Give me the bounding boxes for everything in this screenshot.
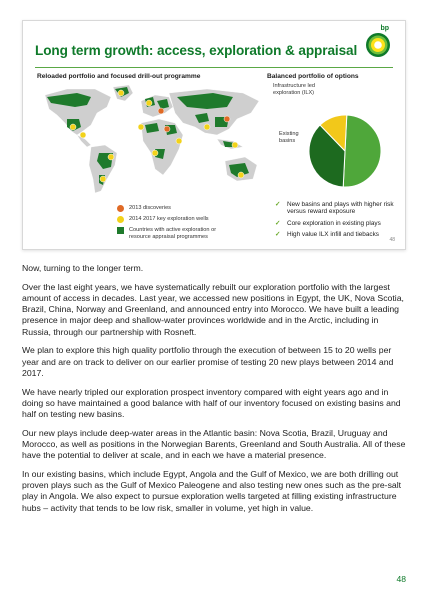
well-marker <box>146 100 152 106</box>
bullet-item <box>275 201 405 216</box>
bullet-list <box>275 201 405 243</box>
bp-logo-text: bp <box>380 25 389 32</box>
well-marker <box>80 132 86 138</box>
discovery-marker <box>158 108 164 114</box>
world-map <box>37 83 269 201</box>
well-marker <box>70 124 76 130</box>
pie-subtitle: Balanced portfolio of options <box>267 73 359 80</box>
pie-label-existing: Existing basins <box>279 131 299 144</box>
portfolio-pie-chart <box>283 107 393 195</box>
bullet-item <box>275 231 405 238</box>
well-marker <box>204 124 210 130</box>
well-marker <box>238 172 244 178</box>
title-divider <box>35 67 393 68</box>
pie-slice <box>343 115 381 187</box>
well-marker <box>232 142 238 148</box>
legend-label: Countries with active exploration or resource appraisal programmes <box>129 227 217 240</box>
transcript-body <box>22 263 406 521</box>
discovery-dot-icon <box>117 205 124 212</box>
well-dot-icon <box>117 216 124 223</box>
well-marker <box>108 154 114 160</box>
bullet-text: Core exploration in existing plays <box>287 219 381 227</box>
well-marker <box>118 90 124 96</box>
map-subtitle: Reloaded portfolio and focused drill-out programme <box>37 73 201 80</box>
country-square-icon <box>117 227 124 234</box>
paragraph: Over the last eight years, we have systematically rebuilt our exploration portfolio with the largest amount of access in decades. Last year, we accessed new positions in Egypt, the UK, Nova Scotia, Brazil, China, Norway and Greenland, and announced entry into Morocco. We have built a leading presence in major deep and shallow-water provinces worldwide and in the Arctic, including in Russia, through our partnership with Rosneft. <box>22 281 404 337</box>
check-icon: ✓ <box>275 201 281 208</box>
bullet-text: High value ILX infill and tiebacks <box>287 231 380 239</box>
slide-title: Long term growth: access, exploration & appraisal <box>35 43 358 58</box>
bullet-text: New basins and plays with higher risk versus reward exposure <box>287 201 394 216</box>
well-marker <box>100 176 106 182</box>
bp-helios-logo-icon <box>363 29 393 59</box>
legend-label: 2014 2017 key exploration wells <box>129 216 209 222</box>
presentation-slide <box>22 20 406 250</box>
well-marker <box>176 138 182 144</box>
check-icon: ✓ <box>275 219 281 227</box>
slide-number: 48 <box>389 237 395 243</box>
legend-label: 2013 discoveries <box>129 205 171 211</box>
well-marker <box>152 150 158 156</box>
paragraph: Our new plays include deep-water areas in the Atlantic basin: Nova Scotia, Brazil, Uruguay and Morocco, as well as positions in the Norwegian Barents, Greenland and South Australia. All of these have the potential to deliver at scale, and in each we have a material presence. <box>22 427 406 461</box>
discovery-marker <box>224 116 230 122</box>
map-legend <box>117 205 239 241</box>
check-icon: ✓ <box>275 231 281 239</box>
paragraph: We have nearly tripled our exploration prospect inventory compared with eight years ago and in doing so have maintained a good balance with half of our inventory focused on existing basins and half on testing new basins. <box>22 386 401 420</box>
paragraph: In our existing basins, which include Egypt, Angola and the Gulf of Mexico, we are both drilling out proven plays such as the Gulf of Mexico Paleogene and also testing new ones such as the pre-salt play in Angola. We also expect to pursue exploration wells targeted at filling existing infrastructure hubs – activity that tends to be low risk, smaller in volume, yet high in value. <box>22 469 402 513</box>
discovery-marker <box>164 126 170 132</box>
legend-item <box>117 205 239 216</box>
bullet-item <box>275 220 405 227</box>
paragraph: We plan to explore this high quality portfolio through the execution of between 15 to 20 wells per year and are on track to deliver on our earlier promise of testing 20 new plays between 2014 and 2017. <box>22 345 394 378</box>
legend-item <box>117 227 239 241</box>
page-number: 48 <box>396 574 406 584</box>
legend-item <box>117 216 239 227</box>
pie-label-ilx: Infrastructure led exploration (ILX) <box>273 83 315 96</box>
well-marker <box>138 124 144 130</box>
paragraph: Now, turning to the longer term. <box>22 263 144 273</box>
